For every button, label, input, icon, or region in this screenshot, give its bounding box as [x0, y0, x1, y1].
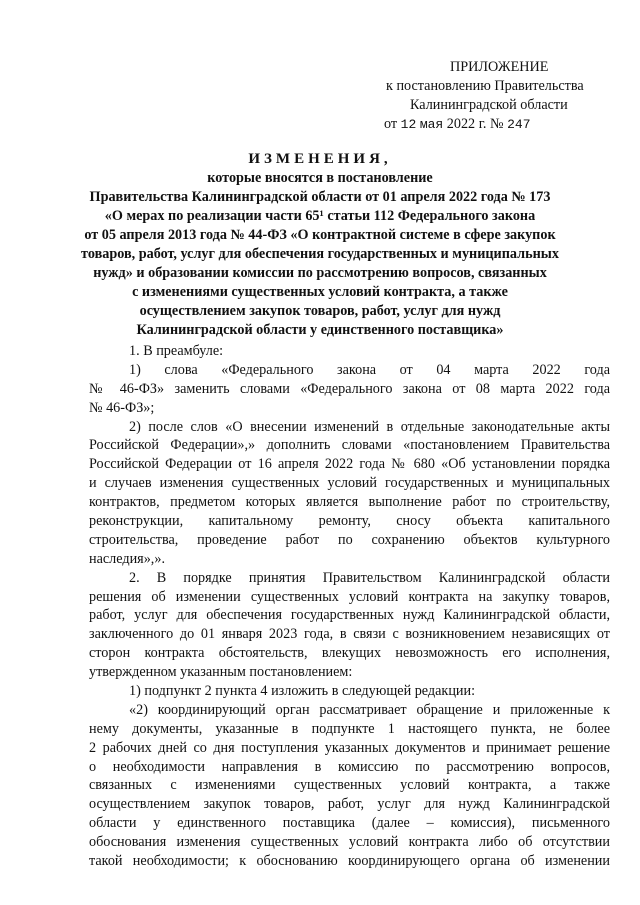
body-line: контрактов, предметом которых является выполнение работ по строительству,	[89, 494, 610, 511]
attachment-label: ПРИЛОЖЕНИЕ	[450, 59, 549, 75]
attachment-line-3: Калининградской области	[410, 97, 568, 113]
title-line: осуществлением закупок товаров, работ, услуг для нужд	[139, 303, 501, 319]
body-line: 2. В порядке принятия Правительством Калининградской области	[129, 569, 610, 586]
body-line: № 46-ФЗ» заменить словами «Федерального закона от 08 марта 2022 года	[89, 380, 610, 397]
attachment-block	[380, 58, 620, 134]
document-body	[89, 342, 610, 871]
title-line: Правительства Калининградской области от 01 апреля 2022 года № 173	[89, 189, 551, 205]
body-line: Российской Федерации от 16 апреля 2022 года № 680 «Об установлении порядка	[89, 456, 610, 473]
attachment-line-2: к постановлению Правительства	[386, 78, 584, 94]
body-line: Российской Федерации»,» дополнить словами «постановлением Правительства	[89, 437, 610, 454]
title-line: которые вносятся в постановление	[207, 170, 433, 186]
title-line: «О мерах по реализации части 65¹ статьи 112 Федерального закона	[104, 208, 536, 224]
body-line: нему документы, указанные в подпункте 1 настоящего пункта, не более	[89, 720, 610, 737]
body-line: «2) координирующий орган рассматривает обращение и приложенные к	[129, 701, 610, 718]
body-line: заключенного до 01 января 2023 года, в связи с возникновением независящих от	[89, 626, 610, 643]
body-line: такой необходимости; к обоснованию координирующего органа об изменении	[89, 853, 610, 870]
body-line: наследия»,».	[89, 550, 165, 567]
date-year: 2022 г. №	[446, 116, 504, 132]
title-line: Калининградской области у единственного поставщика»	[136, 322, 504, 338]
body-line: утвержденном указанным постановлением:	[89, 664, 353, 681]
date-prefix: от	[384, 116, 398, 132]
title-line: с изменениями существенных условий контракта, а также	[132, 284, 508, 300]
body-line: реконструкции, капитальному ремонту, сносу объекта капитального	[89, 513, 610, 530]
document-title	[80, 150, 560, 340]
body-line: 1) подпункт 2 пункта 4 изложить в следующей редакции:	[129, 683, 476, 700]
body-line: обоснования изменения существенных условий контракта либо об отсутствии	[89, 834, 610, 851]
body-line: строительства, проведение работ по сохранению объектов культурного	[89, 531, 610, 548]
body-line: осуществлением закупок товаров, работ, услуг для нужд Калининградской	[89, 796, 610, 813]
body-line: решения об изменении существенных условий контракта на закупку товаров,	[89, 588, 610, 605]
body-line: связанных с изменениями существенных условий контракта, а также	[89, 777, 610, 794]
decree-number: 247	[507, 117, 531, 132]
title-heading: ИЗМЕНЕНИЯ,	[248, 151, 392, 167]
attachment-date-line	[380, 115, 620, 134]
title-line: нужд» и образовании комиссии по рассмотрению вопросов, связанных	[93, 265, 547, 281]
body-line: о необходимости направления в комиссию по рассмотрению вопросов,	[89, 758, 610, 775]
body-line: области у единственного поставщика (далее – комиссия), письменного	[89, 815, 610, 832]
date-month: мая	[419, 117, 444, 132]
body-line: сторон контракта обстоятельств, влекущих невозможность его исполнения,	[89, 645, 610, 662]
body-line: 2) после слов «О внесении изменений в отдельные законодательные акты	[129, 418, 610, 435]
body-line: 1. В преамбуле:	[129, 343, 224, 359]
body-line: № 46-ФЗ»;	[89, 399, 155, 416]
body-line: 2 рабочих дней со дня поступления указанных документов и принимает решение	[89, 739, 610, 756]
title-line: товаров, работ, услуг для обеспечения государственных и муниципальных	[81, 246, 559, 262]
body-line: работ, услуг для обеспечения государственных нужд Калининградской области,	[89, 607, 610, 624]
date-day: 12	[400, 117, 417, 132]
body-line: 1) слова «Федерального закона от 04 марта 2022 года	[129, 361, 610, 378]
body-line: и случаев изменения существенных условий государственных и муниципальных	[89, 475, 610, 492]
title-line: от 05 апреля 2013 года № 44-ФЗ «О контрактной системе в сфере закупок	[84, 227, 556, 243]
